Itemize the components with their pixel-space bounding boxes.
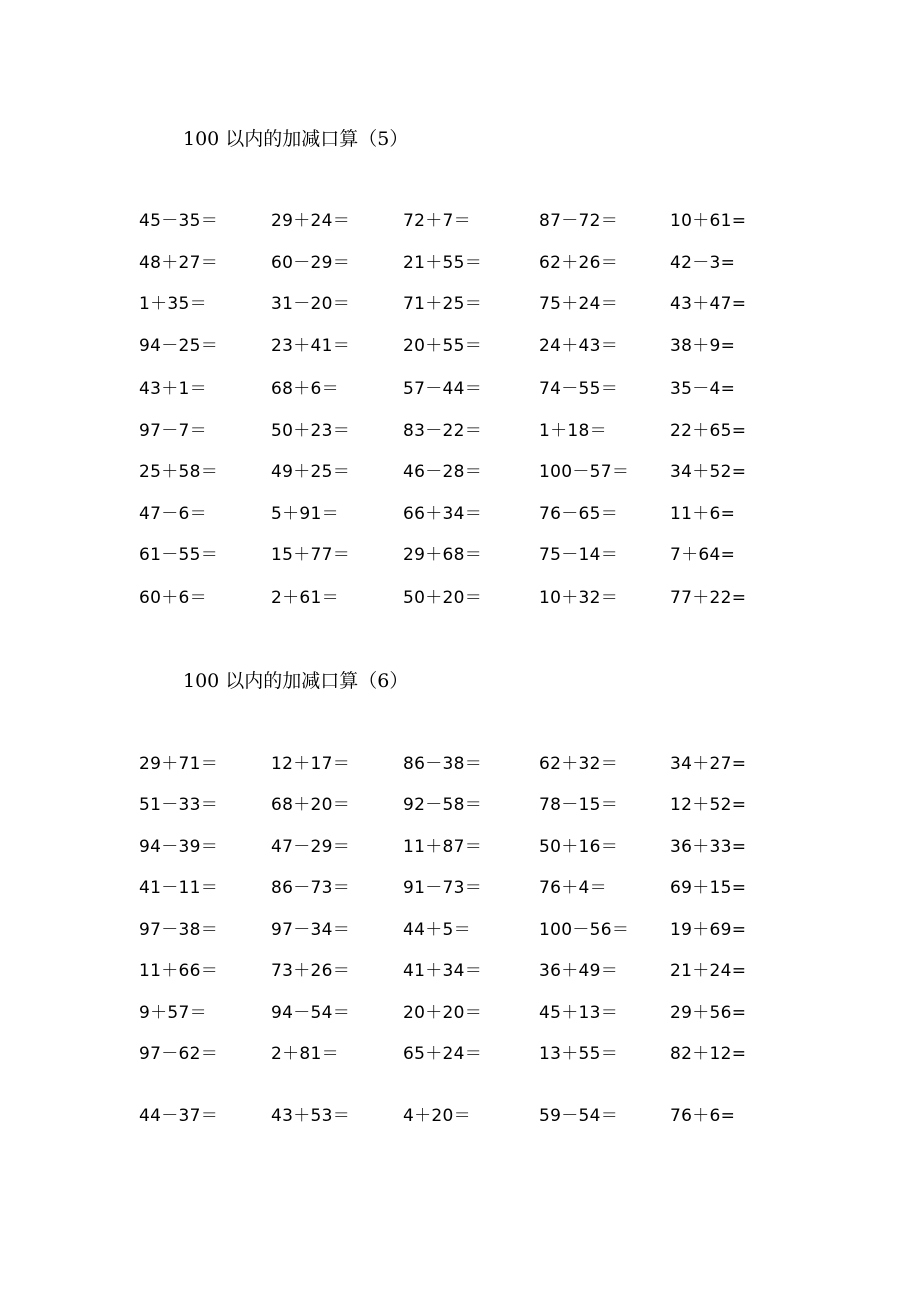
problem: 66＋34＝ xyxy=(403,504,483,524)
problem-row xyxy=(0,1103,920,1129)
problem: 50＋20＝ xyxy=(403,588,483,608)
section-title: 100 以内的加减口算（5） xyxy=(183,128,409,150)
problem: 51－33＝ xyxy=(139,795,219,815)
problem-row xyxy=(0,333,920,359)
problem: 76－65＝ xyxy=(539,504,619,524)
problem: 94－54＝ xyxy=(271,1003,351,1023)
problem-row xyxy=(0,875,920,901)
problem: 44＋5＝ xyxy=(403,920,471,940)
problem: 48＋27＝ xyxy=(139,253,219,273)
problem: 76＋6= xyxy=(670,1106,736,1126)
problem: 36＋33= xyxy=(670,837,747,857)
problem: 24＋43＝ xyxy=(539,336,619,356)
problem: 68＋20＝ xyxy=(271,795,351,815)
problem: 13＋55＝ xyxy=(539,1044,619,1064)
problem: 29＋24＝ xyxy=(271,211,351,231)
problem: 29＋68＝ xyxy=(403,545,483,565)
problem: 65＋24＝ xyxy=(403,1044,483,1064)
problem: 57－44＝ xyxy=(403,379,483,399)
problem: 7＋64= xyxy=(670,545,736,565)
problem: 21＋24= xyxy=(670,961,747,981)
problem: 23＋41＝ xyxy=(271,336,351,356)
problem: 2＋61＝ xyxy=(271,588,339,608)
problem-row xyxy=(0,834,920,860)
problem-row xyxy=(0,250,920,276)
problem-row xyxy=(0,208,920,234)
problem: 47－29＝ xyxy=(271,837,351,857)
problem-row xyxy=(0,501,920,527)
problem: 72＋7＝ xyxy=(403,211,471,231)
problem: 47－6＝ xyxy=(139,504,207,524)
problem-row xyxy=(0,1041,920,1067)
problem: 60＋6＝ xyxy=(139,588,207,608)
problem-row xyxy=(0,291,920,317)
problem: 4＋20＝ xyxy=(403,1106,471,1126)
problem: 19＋69= xyxy=(670,920,747,940)
problem-row xyxy=(0,418,920,444)
problem: 12＋52= xyxy=(670,795,747,815)
problem: 29＋56= xyxy=(670,1003,747,1023)
problem: 38＋9= xyxy=(670,336,736,356)
problem: 62＋32＝ xyxy=(539,754,619,774)
problem: 97－62＝ xyxy=(139,1044,219,1064)
problem: 74－55＝ xyxy=(539,379,619,399)
problem: 1＋18＝ xyxy=(539,421,607,441)
problem: 87－72＝ xyxy=(539,211,619,231)
problem: 77＋22= xyxy=(670,588,747,608)
problem: 45－35＝ xyxy=(139,211,219,231)
problem: 61－55＝ xyxy=(139,545,219,565)
problem: 59－54＝ xyxy=(539,1106,619,1126)
problem: 20＋55＝ xyxy=(403,336,483,356)
problem: 34＋27= xyxy=(670,754,747,774)
problem: 43＋53＝ xyxy=(271,1106,351,1126)
problem: 49＋25＝ xyxy=(271,462,351,482)
problem: 73＋26＝ xyxy=(271,961,351,981)
problem-row xyxy=(0,958,920,984)
problem-row xyxy=(0,1000,920,1026)
problem: 62＋26＝ xyxy=(539,253,619,273)
problem-row xyxy=(0,792,920,818)
problem: 41＋34＝ xyxy=(403,961,483,981)
problem: 31－20＝ xyxy=(271,294,351,314)
problem: 100－56＝ xyxy=(539,920,630,940)
problem: 75－14＝ xyxy=(539,545,619,565)
problem-row xyxy=(0,917,920,943)
problem: 69＋15= xyxy=(670,878,747,898)
problem: 11＋66＝ xyxy=(139,961,219,981)
problem: 94－25＝ xyxy=(139,336,219,356)
problem: 68＋6＝ xyxy=(271,379,339,399)
problem: 100－57＝ xyxy=(539,462,630,482)
problem: 1＋35＝ xyxy=(139,294,207,314)
problem: 46－28＝ xyxy=(403,462,483,482)
problem: 11＋6= xyxy=(670,504,736,524)
problem: 34＋52= xyxy=(670,462,747,482)
problem: 5＋91＝ xyxy=(271,504,339,524)
problem: 36＋49＝ xyxy=(539,961,619,981)
problem: 71＋25＝ xyxy=(403,294,483,314)
problem-row xyxy=(0,751,920,777)
problem: 43＋47= xyxy=(670,294,747,314)
section-title: 100 以内的加减口算（6） xyxy=(183,670,409,692)
problem: 9＋57＝ xyxy=(139,1003,207,1023)
problem: 50＋23＝ xyxy=(271,421,351,441)
problem: 42－3= xyxy=(670,253,736,273)
problem: 44－37＝ xyxy=(139,1106,219,1126)
problem: 35－4= xyxy=(670,379,736,399)
problem: 15＋77＝ xyxy=(271,545,351,565)
problem: 10＋32＝ xyxy=(539,588,619,608)
problem: 94－39＝ xyxy=(139,837,219,857)
problem: 21＋55＝ xyxy=(403,253,483,273)
problem-row xyxy=(0,376,920,402)
problem: 86－38＝ xyxy=(403,754,483,774)
problem: 2＋81＝ xyxy=(271,1044,339,1064)
problem: 60－29＝ xyxy=(271,253,351,273)
problem: 12＋17＝ xyxy=(271,754,351,774)
problem: 45＋13＝ xyxy=(539,1003,619,1023)
problem: 20＋20＝ xyxy=(403,1003,483,1023)
problem: 11＋87＝ xyxy=(403,837,483,857)
problem: 29＋71＝ xyxy=(139,754,219,774)
problem: 97－34＝ xyxy=(271,920,351,940)
problem: 41－11＝ xyxy=(139,878,219,898)
problem-row xyxy=(0,585,920,611)
problem: 97－38＝ xyxy=(139,920,219,940)
problem: 82＋12= xyxy=(670,1044,747,1064)
problem: 97－7＝ xyxy=(139,421,207,441)
problem: 50＋16＝ xyxy=(539,837,619,857)
problem: 86－73＝ xyxy=(271,878,351,898)
problem: 92－58＝ xyxy=(403,795,483,815)
problem-row xyxy=(0,459,920,485)
problem: 25＋58＝ xyxy=(139,462,219,482)
problem: 83－22＝ xyxy=(403,421,483,441)
problem: 76＋4＝ xyxy=(539,878,607,898)
problem-row xyxy=(0,542,920,568)
problem: 91－73＝ xyxy=(403,878,483,898)
problem: 22＋65= xyxy=(670,421,747,441)
problem: 75＋24＝ xyxy=(539,294,619,314)
problem: 78－15＝ xyxy=(539,795,619,815)
problem: 10＋61= xyxy=(670,211,747,231)
problem: 43＋1＝ xyxy=(139,379,207,399)
